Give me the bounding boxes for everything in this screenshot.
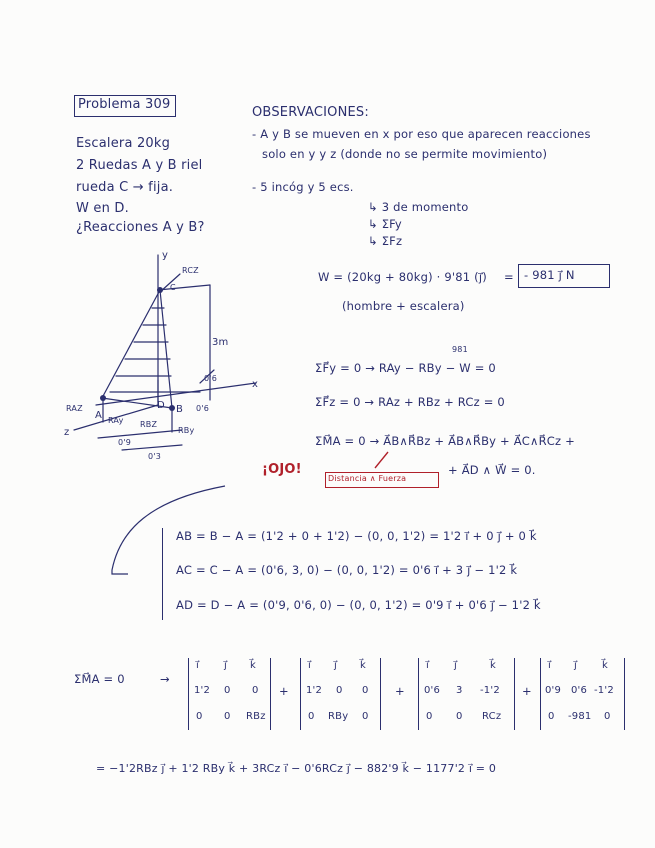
matrix-1-h2: j⃗ (224, 660, 227, 671)
sum-fz-equation: ΣF⃗z = 0 → RAz + RBz + RCz = 0 (315, 395, 505, 409)
matrix-2-h2: j⃗ (334, 660, 337, 671)
diagram-ray-label: RAy (108, 416, 124, 425)
diagram-height-label: 3m (212, 337, 229, 348)
weight-result: - 981 j⃗ N (524, 268, 575, 282)
matrix-2-h1: i⃗ (308, 660, 311, 671)
ojo-note: Distancia ∧ Fuerza (328, 474, 407, 483)
matrix-3-r2c2: 0 (456, 711, 463, 722)
observation-line-1: - A y B se mueven en x por eso que aparecen reacciones (252, 127, 591, 141)
diagram-b-label: B (176, 404, 184, 415)
diagram-y-label: y (162, 250, 169, 261)
given-3: rueda C → fija. (76, 180, 174, 195)
given-1: Escalera 20kg (76, 136, 171, 151)
sum-fy-equation: ΣF⃗y = 0 → RAy − RBy − W = 0 (315, 361, 496, 375)
matrix-3-r2c3: RCz (482, 711, 502, 722)
matrix-1-h1: i⃗ (196, 660, 199, 671)
vector-brace (162, 528, 163, 620)
matrix-2-r1c3: 0 (362, 685, 369, 696)
matrix-1-r2c2: 0 (224, 711, 231, 722)
matrix-2-right-bar (380, 658, 381, 730)
matrix-4-r1c3: -1'2 (594, 685, 614, 696)
ojo-warning: ¡OJO! (262, 462, 302, 477)
matrix-4-r2c3: 0 (604, 711, 611, 722)
matrix-2-h3: k⃗ (360, 660, 366, 671)
matrix-4-r1c1: 0'9 (545, 685, 562, 696)
matrix-4-r2c2: -981 (568, 711, 592, 722)
matrix-1-r2c3: RBz (246, 711, 266, 722)
ladder-rail-right (160, 290, 172, 408)
matrix-4-h3: k⃗ (602, 660, 608, 671)
matrix-1-r1c3: 0 (252, 685, 259, 696)
matrix-2-r2c3: 0 (362, 711, 369, 722)
w-value-label: 981 (452, 345, 468, 354)
sum-ma-equation: ΣM⃗A = 0 → A⃗B∧R⃗Bz + A⃗B∧R⃗By + A⃗C∧R⃗Cz + (315, 434, 575, 448)
diagram-a-label: A (95, 410, 103, 421)
diagram-rbz-label: RBZ (140, 420, 158, 429)
matrix-2-r2c1: 0 (308, 711, 315, 722)
matrix-1-r2c1: 0 (196, 711, 203, 722)
matrix-1-right-bar (270, 658, 271, 730)
diagram-rcz-label: RCZ (182, 266, 199, 275)
matrix-2-r1c2: 0 (336, 685, 343, 696)
diagram-rby-label: RBy (178, 426, 195, 435)
observation-line-3: - 5 incóg y 5 ecs. (252, 180, 354, 194)
matrix-3-left-bar (418, 658, 419, 730)
weight-equals: = (504, 270, 514, 284)
vector-ad: AD = D − A = (0'9, 0'6, 0) − (0, 0, 1'2) = 0'9 i⃗ + 0'6 j⃗ − 1'2 k⃗ (176, 598, 541, 612)
diagram-z-label: z (64, 427, 70, 438)
x-axis (96, 383, 256, 405)
matrix-4-h2: j⃗ (574, 660, 577, 671)
matrix-3-r1c2: 3 (456, 685, 463, 696)
matrix-3-h3: k⃗ (490, 660, 496, 671)
vector-ac: AC = C − A = (0'6, 3, 0) − (0, 0, 1'2) = 0'6 i⃗ + 3 j⃗ − 1'2 k⃗ (176, 563, 518, 577)
observation-sub-2: ↳ ΣFy (368, 217, 402, 231)
plus-sign-3: + (522, 684, 532, 698)
observation-sub-1: ↳ 3 de momento (368, 200, 469, 214)
diagram-x-label: x (252, 379, 259, 390)
matrix-3-r1c3: -1'2 (480, 685, 500, 696)
diagram-dim-06a: 0'6 (204, 374, 217, 383)
moment-result: = −1'2RBz j⃗ + 1'2 RBy k⃗ + 3RCz i⃗ − 0'6RCz j⃗ − 882'9 k⃗ − 1177'2 i⃗ = 0 (96, 762, 497, 775)
given-5: ¿Reacciones A y B? (76, 220, 205, 235)
diagram-dim-03: 0'3 (148, 452, 161, 461)
diagram-dim-06b: 0'6 (196, 404, 209, 413)
page-title: Problema 309 (78, 97, 171, 112)
matrix-4-r1c2: 0'6 (571, 685, 588, 696)
matrix-2-r1c1: 1'2 (306, 685, 323, 696)
weight-expression: W = (20kg + 80kg) · 9'81 (j⃗) (318, 270, 487, 284)
plus-sign-1: + (279, 684, 289, 698)
matrix-4-r2c1: 0 (548, 711, 555, 722)
sum-ma-continuation: + A⃗D ∧ W⃗ = 0. (448, 463, 536, 477)
matrix-3-h2: j⃗ (454, 660, 457, 671)
matrix-3-right-bar (514, 658, 515, 730)
ladder-rail-left (102, 290, 160, 398)
matrix-4-left-bar (540, 658, 541, 730)
matrix-4-h1: i⃗ (548, 660, 551, 671)
matrix-1-r1c1: 1'2 (194, 685, 211, 696)
matrix-3-h1: i⃗ (426, 660, 429, 671)
matrix-3-r2c1: 0 (426, 711, 433, 722)
plus-sign-2: + (395, 684, 405, 698)
matrix-3-r1c1: 0'6 (424, 685, 441, 696)
moment-label: ΣM⃗A = 0 (74, 672, 125, 686)
observations-heading: OBSERVACIONES: (252, 105, 369, 120)
diagram-c-label: C (170, 283, 176, 292)
diagram-raz-label: RAZ (66, 404, 83, 413)
matrix-1-h3: k⃗ (250, 660, 256, 671)
matrix-2-r2c2: RBy (328, 711, 349, 722)
weight-note: (hombre + escalera) (342, 299, 465, 313)
moment-arrow: → (160, 672, 170, 686)
matrix-4-right-bar (624, 658, 625, 730)
vector-ab: AB = B − A = (1'2 + 0 + 1'2) − (0, 0, 1'2) = 1'2 i⃗ + 0 j⃗ + 0 k⃗ (176, 529, 537, 543)
observation-line-2: solo en y y z (donde no se permite movimiento) (262, 147, 548, 161)
diagram-dim-09: 0'9 (118, 438, 131, 447)
observation-sub-3: ↳ ΣFz (368, 234, 403, 248)
diagram-d-label: D (157, 400, 165, 411)
matrix-1-r1c2: 0 (224, 685, 231, 696)
matrix-2-left-bar (300, 658, 301, 730)
given-4: W en D. (76, 201, 129, 216)
matrix-1-left-bar (188, 658, 189, 730)
given-2: 2 Ruedas A y B riel (76, 158, 203, 173)
